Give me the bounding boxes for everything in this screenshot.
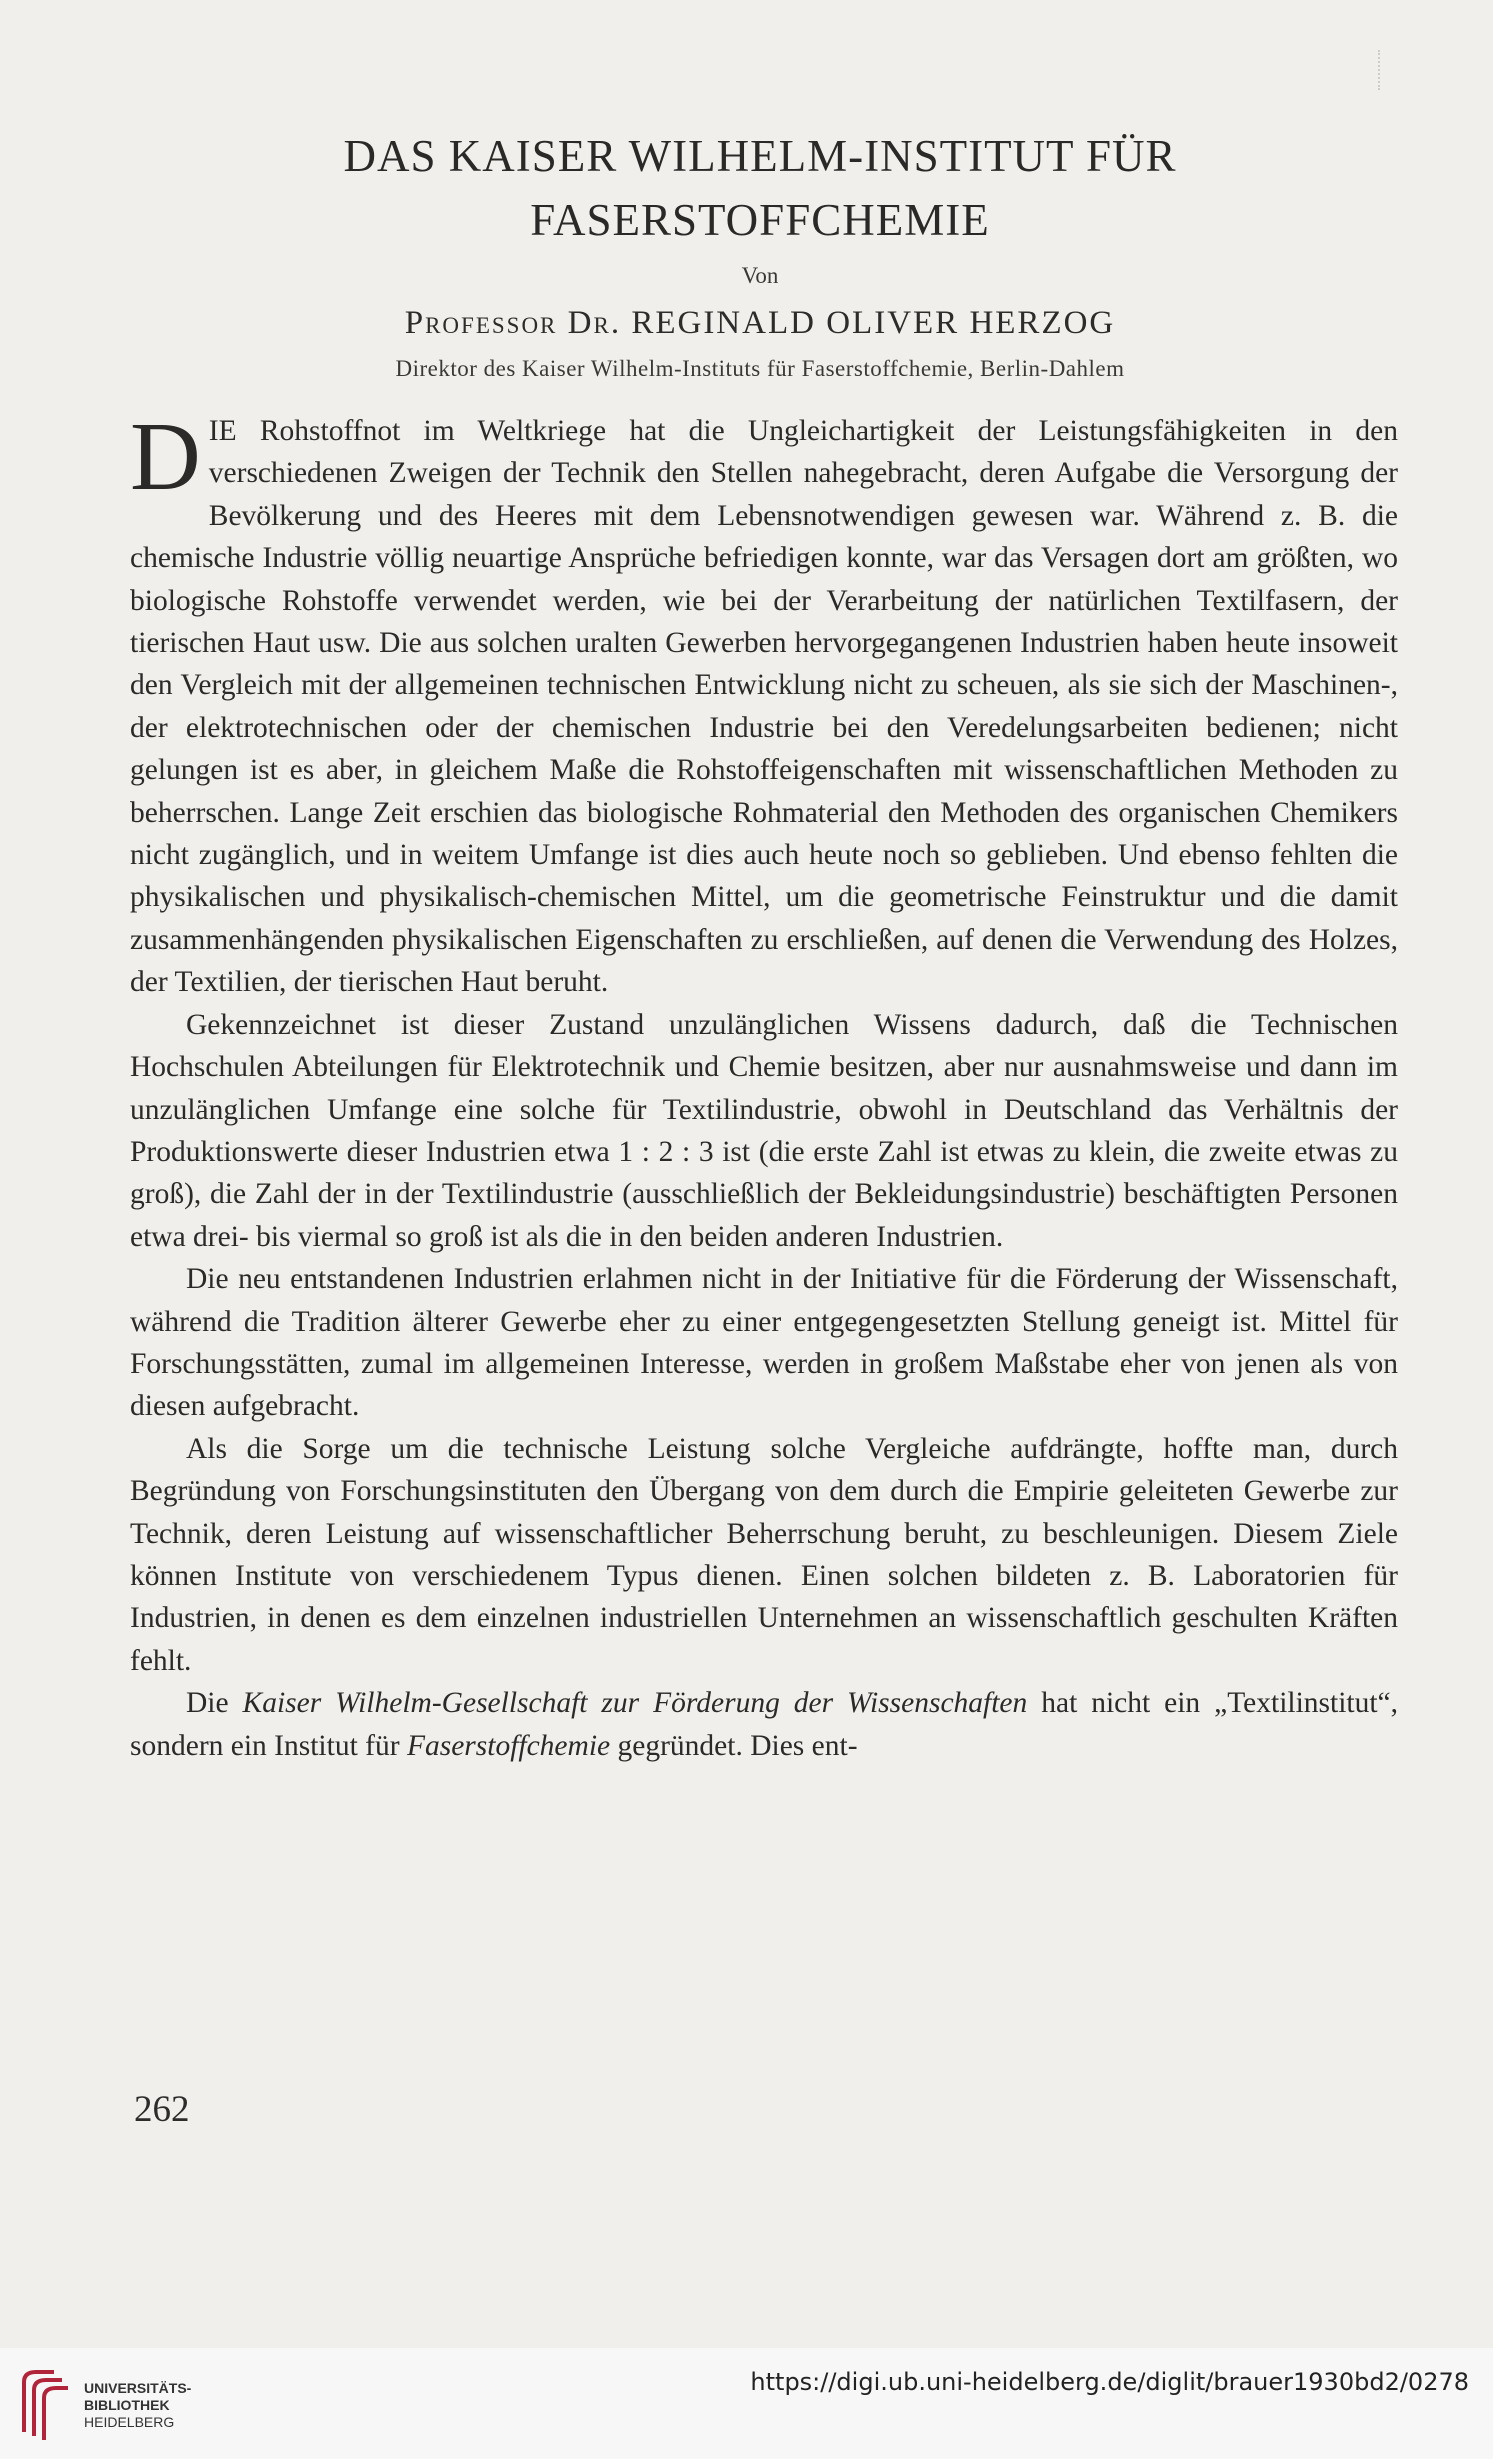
author-affiliation: Direktor des Kaiser Wilhelm-Instituts für Faserstoffchemie, Berlin-Dahlem (395, 356, 1125, 381)
paragraph-4: Als die Sorge um die technische Leistung solche Vergleiche aufdrängte, hoffte man, durch Begründung von Forschungsinstituten den Übergang von dem durch die Empirie geleiteten Gewerbe zur Technik, deren Leistung auf wissenschaftlicher Beherrschung beruht, zu beschleunigen. Diesem Ziele können Institute von verschiedenem Typus dienen. Einen solchen bildeten z. B. Laboratorien für Industrien, in denen es dem einzelnen industriellen Unternehmen an wissenschaftlich geschulten Kräften fehlt. (130, 1432, 1398, 1677)
paragraph-2: Gekennzeichnet ist dieser Zustand unzulänglichen Wissens dadurch, daß die Technischen Hochschulen Abteilungen für Elektrotechnik und Chemie besitzen, aber nur ausnahmsweise und dann im unzulänglichen Umfange eine solche für Textilindustrie, obwohl in Deutschland das Verhältnis der Produktionswerte dieser Industrien etwa 1 : 2 : 3 ist (die erste Zahl ist etwas zu klein, die zweite etwas zu groß), die Zahl der in der Textilindustrie (ausschließlich der Bekleidungsindustrie) beschäftigten Personen etwa drei- bis viermal so groß ist als die in den beiden anderen Industrien. (130, 1008, 1398, 1253)
paragraph-5-text-b: hat nicht ein „Textilinstitut“, sondern ein Institut für (130, 1687, 1399, 1762)
library-name-line-2: BIBLIOTHEK (84, 2397, 170, 2413)
library-name-line-3: HEIDELBERG (84, 2414, 175, 2430)
paragraph-5-text-a: Die (186, 1687, 243, 1720)
drop-cap: D (130, 403, 201, 511)
page-number: 262 (134, 2089, 190, 2130)
paragraph-5-text-c: gegründet. Dies ent- (610, 1729, 858, 1762)
library-name-line-1: UNIVERSITÄTS- (84, 2380, 192, 2396)
paragraph-5 (130, 1682, 1398, 1767)
scan-edge-mark (1378, 50, 1381, 90)
paragraph-3: Die neu entstandenen Industrien erlahmen nicht in der Initiative für die Förderung der Wissenschaft, während die Tradition älterer Gewerbe eher zu einer entgegengesetzten Stellung geneigt ist. Mittel für Forschungsstätten, zumal im allgemeinen Interesse, werden in großem Maßstabe eher von jenen als von diesen aufgebracht. (130, 1263, 1398, 1423)
source-url-link[interactable]: https://digi.ub.uni-heidelberg.de/diglit/brauer1930bd2/0278 (750, 2368, 1469, 2396)
byline-von: Von (741, 263, 779, 288)
article-title-line-2: FASERSTOFFCHEMIE (530, 195, 990, 245)
institute-field: Faserstoffchemie (406, 1729, 611, 1762)
library-name (84, 2380, 191, 2431)
paragraph-1 (130, 403, 1398, 1004)
footer-bar (0, 2348, 1493, 2459)
article-title-line-1: DAS KAISER WILHELM-INSTITUT FÜR (343, 131, 1177, 181)
article-body (130, 403, 1399, 1767)
library-logo-icon (14, 2362, 76, 2442)
author-name: Professor Dr. REGINALD OLIVER HERZOG (404, 305, 1116, 341)
society-name: Kaiser Wilhelm-Gesellschaft zur Förderung der Wissenschaften (242, 1687, 1028, 1720)
paragraph-1-text: IE Rohstoffnot im Weltkriege hat die Ungleichartigkeit der Leistungsfähigkeiten in den verschiedenen Zweigen der Technik den Stellen nahegebracht, deren Aufgabe die Versorgung der Bevölkerung und des Heeres mit dem Lebensnotwendigen gewesen war. Während z. B. die chemische Industrie völlig neuartige Ansprüche befriedigen konnte, war das Versagen dort am größten, wo biologische Rohstoffe verwendet werden, wie bei der Verarbeitung der natürlichen Textilfasern, der tierischen Haut usw. Die aus solchen uralten Gewerben hervorgegangenen Industrien haben heute insoweit den Vergleich mit der allgemeinen technischen Entwicklung nicht zu scheuen, als sie sich der Maschinen-, der elektrotechnischen oder der chemischen Industrie bei den Veredelungsarbeiten bedienen; nicht gelungen ist es aber, in gleichem Maße die Rohstoffeigenschaften mit wissenschaftlichen Methoden zu beherrschen. Lange Zeit erschien das biologische Rohmaterial den Methoden des organischen Chemikers nicht zugänglich, und in weitem Umfange ist dies auch heute noch so geblieben. Und ebenso fehlten die physikalischen und physikalisch-chemischen Mittel, um die geometrische Feinstruktur und die damit zusammenhängenden physikalischen Eigenschaften zu erschließen, auf denen die Verwendung des Holzes, der Textilien, der tierischen Haut beruht. (130, 415, 1398, 999)
